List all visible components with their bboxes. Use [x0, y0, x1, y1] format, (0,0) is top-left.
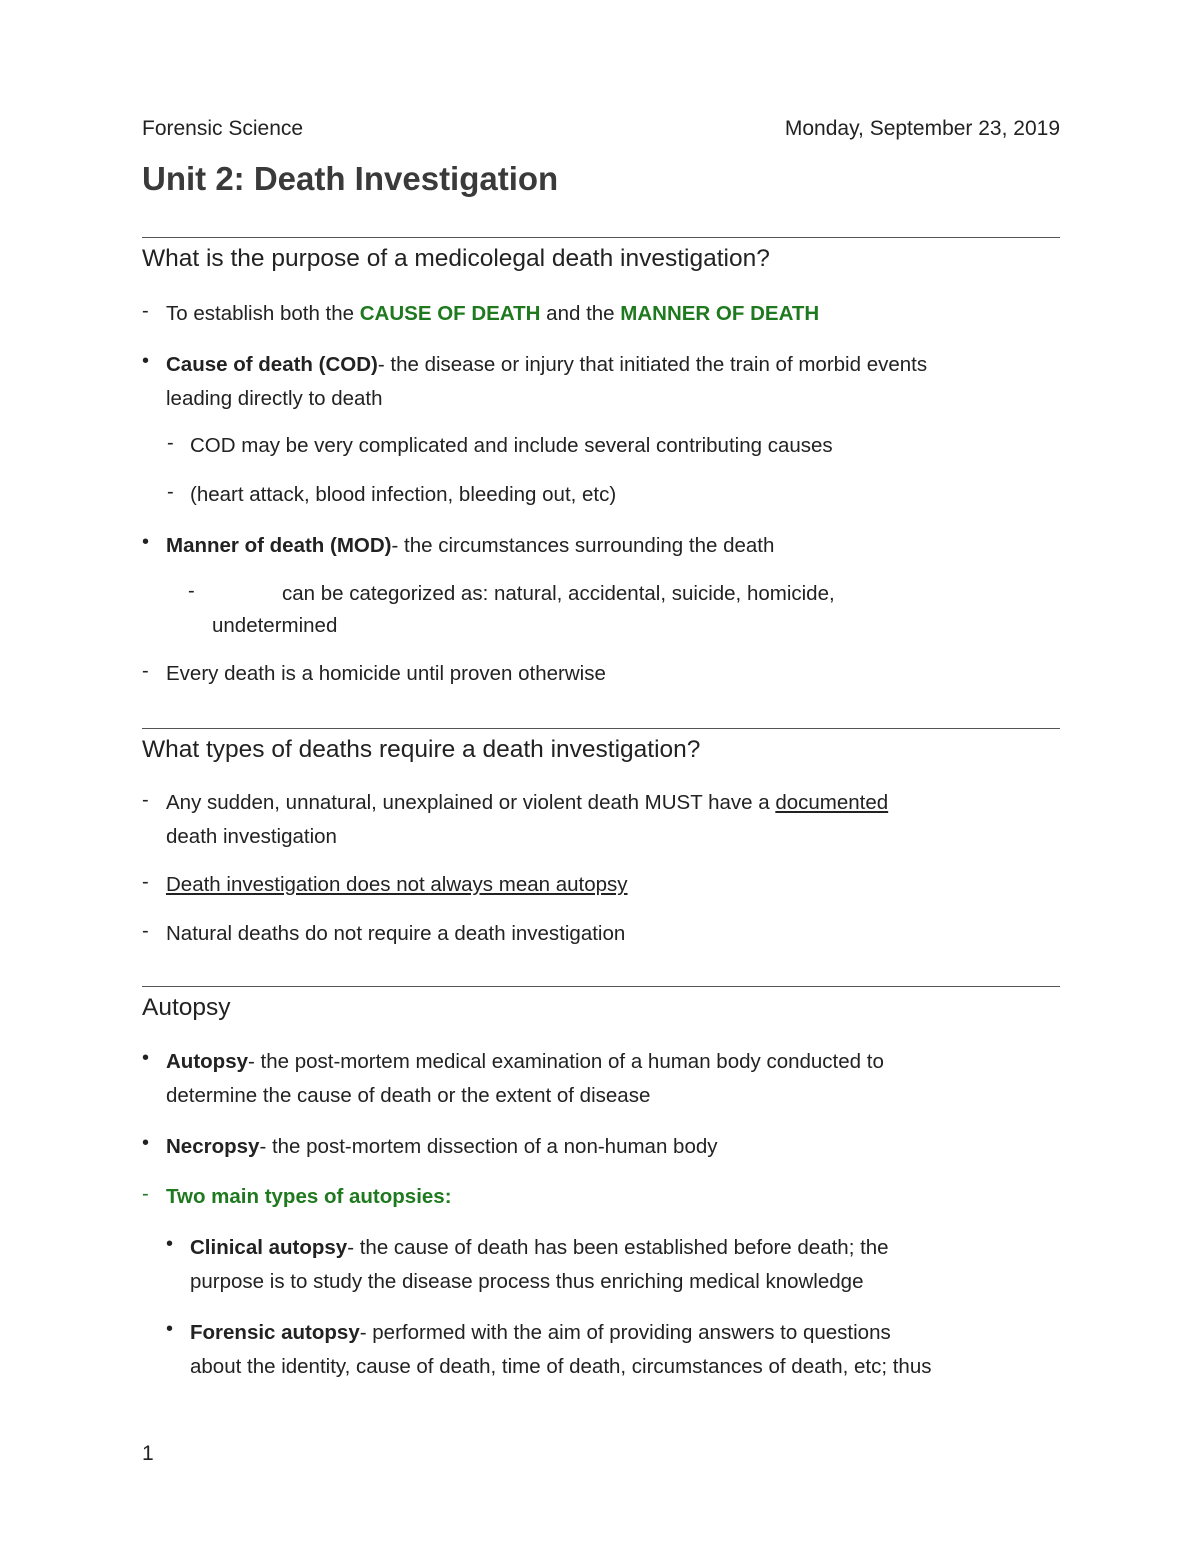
- cause-of-death-emphasis: CAUSE OF DEATH: [359, 302, 541, 325]
- section-divider: [142, 728, 1060, 729]
- bullet-marker: •: [142, 531, 150, 553]
- list-item-necropsy-definition: Necropsy- the post-mortem dissection of a non-human body: [166, 1135, 718, 1158]
- dash-marker: -: [142, 300, 149, 322]
- dash-marker: -: [142, 920, 149, 942]
- manner-of-death-emphasis: MANNER OF DEATH: [620, 302, 820, 325]
- mod-term: Manner of death (MOD): [166, 534, 392, 557]
- clinical-autopsy-term: Clinical autopsy: [190, 1236, 348, 1259]
- dash-marker: -: [142, 789, 149, 811]
- list-item-mod-categories-cont: undetermined: [212, 614, 338, 637]
- list-item-forensic-autopsy: Forensic autopsy- performed with the aim of providing answers to questions about the identity, cause of death, time of death, circumstances of death, etc; thus: [190, 1321, 932, 1378]
- list-item-homicide: Every death is a homicide until proven otherwise: [166, 662, 606, 685]
- list-item-mod-definition: Manner of death (MOD)- the circumstances surrounding the death: [166, 534, 775, 557]
- course-name: Forensic Science: [142, 117, 304, 140]
- list-item-cod-definition: Cause of death (COD)- the disease or injury that initiated the train of morbid events leading directly to death: [166, 353, 928, 410]
- list-item-cod-examples: (heart attack, blood infection, bleeding out, etc): [190, 483, 617, 506]
- dash-marker: -: [188, 580, 195, 602]
- dash-marker: -: [142, 871, 149, 893]
- list-item-sudden-death: Any sudden, unnatural, unexplained or violent death MUST have a documented death investigation: [166, 791, 889, 848]
- list-item-clinical-autopsy: Clinical autopsy- the cause of death has been established before death; the purpose is to study the disease process thus enriching medical knowledge: [190, 1236, 889, 1293]
- dash-marker: -: [142, 1183, 149, 1205]
- bullet-marker: •: [142, 1132, 150, 1154]
- dash-marker: -: [167, 432, 174, 454]
- bullet-marker: •: [166, 1233, 174, 1255]
- cod-term: Cause of death (COD): [166, 353, 378, 376]
- section-heading-purpose: What is the purpose of a medicolegal death investigation?: [142, 245, 770, 272]
- autopsy-term: Autopsy: [166, 1050, 248, 1073]
- page-title: Unit 2: Death Investigation: [142, 160, 559, 197]
- necropsy-term: Necropsy: [166, 1135, 260, 1158]
- dash-marker: -: [142, 660, 149, 682]
- list-item-natural-deaths: Natural deaths do not require a death investigation: [166, 922, 626, 945]
- list-item-autopsy-definition: Autopsy- the post-mortem medical examination of a human body conducted to determine the cause of death or the extent of disease: [166, 1050, 884, 1107]
- list-item-two-types: Two main types of autopsies:: [166, 1185, 452, 1208]
- page-number: 1: [142, 1442, 154, 1465]
- list-item-cod-complicated: COD may be very complicated and include several contributing causes: [190, 434, 833, 457]
- bullet-marker: •: [166, 1318, 174, 1340]
- list-item-mod-categories: can be categorized as: natural, accidental, suicide, homicide,: [282, 582, 835, 605]
- document-date: Monday, September 23, 2019: [784, 117, 1060, 140]
- section-divider: [142, 986, 1060, 987]
- section-heading-types: What types of deaths require a death investigation?: [142, 736, 701, 763]
- section-divider: [142, 237, 1060, 238]
- section-heading-autopsy: Autopsy: [142, 994, 231, 1021]
- bullet-marker: •: [142, 1047, 150, 1069]
- documented-underline: documented: [775, 791, 889, 814]
- dash-marker: -: [167, 481, 174, 503]
- list-item-not-autopsy: Death investigation does not always mean autopsy: [166, 873, 628, 896]
- list-item-establish: To establish both the CAUSE OF DEATH and the MANNER OF DEATH: [166, 302, 820, 325]
- bullet-marker: •: [142, 350, 150, 372]
- forensic-autopsy-term: Forensic autopsy: [190, 1321, 360, 1344]
